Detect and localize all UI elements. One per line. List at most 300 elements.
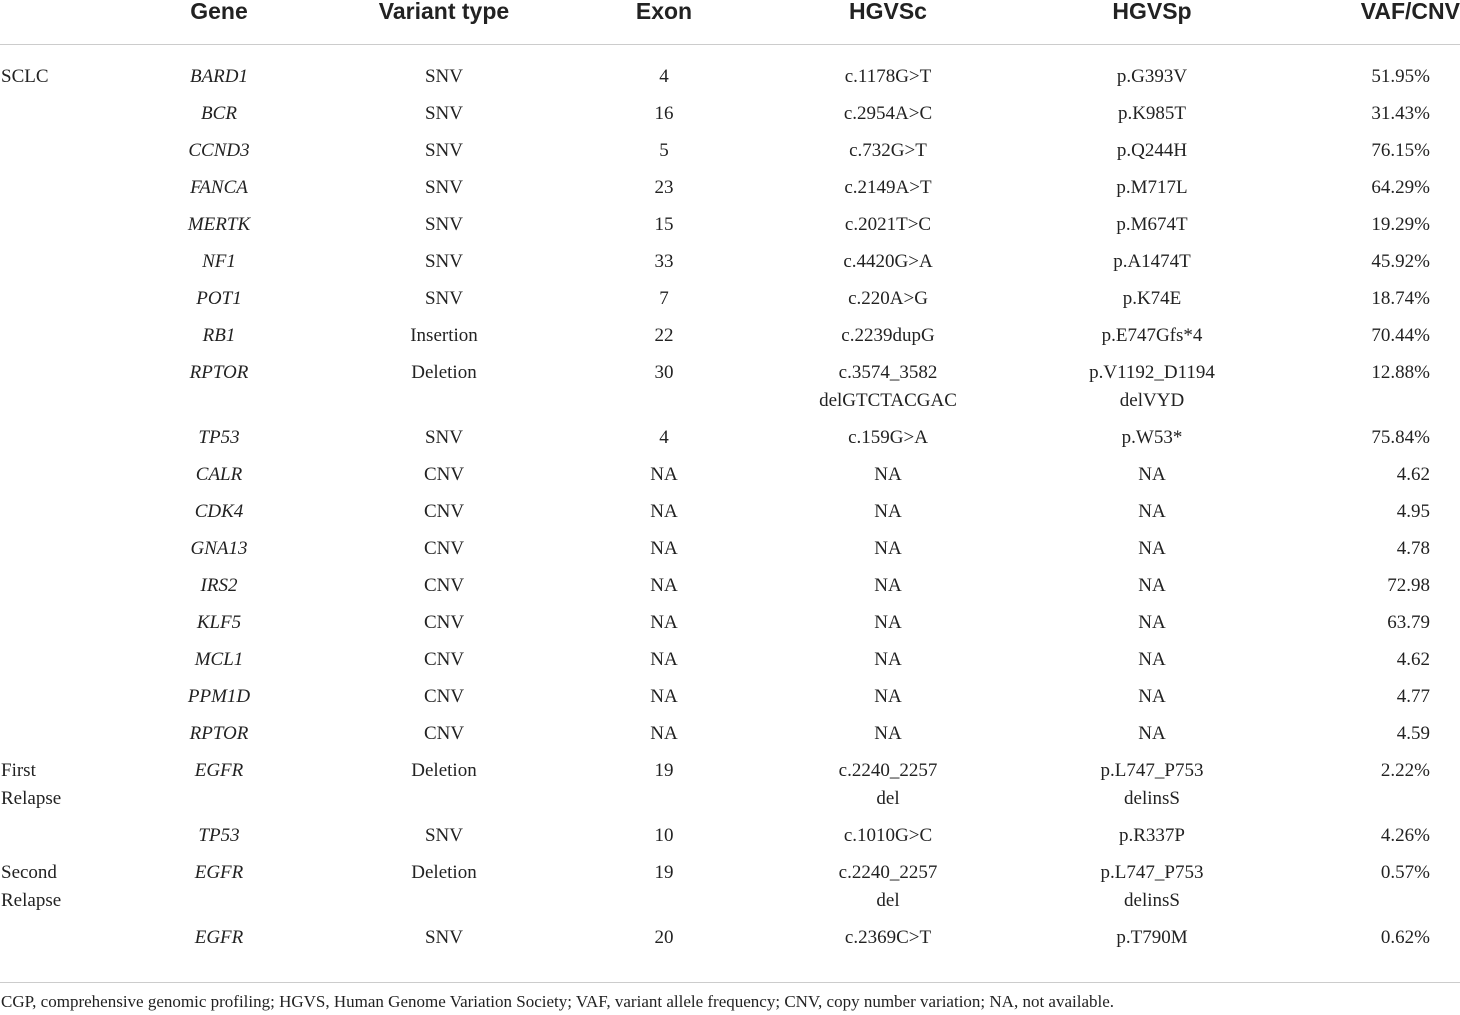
cell-hgvsc xyxy=(728,568,1048,605)
cell-hgvsc xyxy=(728,457,1048,494)
cell-exon-line: 23 xyxy=(654,177,674,198)
cell-group xyxy=(0,96,150,133)
cell-hgvsp-line: p.A1474T xyxy=(1113,251,1191,272)
cell-exon xyxy=(600,818,728,855)
cell-exon-line: NA xyxy=(650,501,678,522)
cell-group xyxy=(0,920,150,957)
cell-hgvsp-line: p.T790M xyxy=(1116,927,1188,948)
cell-vaf-cnv xyxy=(1256,355,1460,420)
cell-exon-line: NA xyxy=(650,575,678,596)
cell-gene xyxy=(150,457,288,494)
cell-variant-type-line: SNV xyxy=(424,927,463,948)
cell-gene xyxy=(150,716,288,753)
cell-hgvsp-line: NA xyxy=(1138,538,1166,559)
cell-vaf-cnv-line: 4.78 xyxy=(1396,538,1430,559)
cell-group xyxy=(0,420,150,457)
cell-hgvsc-line: c.2369C>T xyxy=(844,927,932,948)
cell-hgvsp xyxy=(1048,207,1256,244)
cell-hgvsc-line: NA xyxy=(874,501,902,522)
cell-hgvsc-line: c.1178G>T xyxy=(844,66,932,87)
cell-group xyxy=(0,818,150,855)
cell-hgvsp-line: NA xyxy=(1138,612,1166,633)
cell-variant-type-line: SNV xyxy=(424,103,463,124)
cell-gene xyxy=(150,96,288,133)
cell-hgvsc xyxy=(728,244,1048,281)
cell-exon xyxy=(600,494,728,531)
cell-group-line-2: Relapse xyxy=(1,788,62,809)
cell-hgvsc-line: c.3574_3582 xyxy=(838,362,938,383)
cell-gene-line: MCL1 xyxy=(194,649,244,670)
cell-gene-line: NF1 xyxy=(202,251,236,272)
cell-exon xyxy=(600,679,728,716)
table-row xyxy=(0,244,1460,281)
cell-variant-type-line: SNV xyxy=(424,177,463,198)
table-row xyxy=(0,679,1460,716)
cell-hgvsp-line: p.L747_P753 xyxy=(1100,862,1204,883)
cell-gene xyxy=(150,133,288,170)
cell-exon-line: 10 xyxy=(654,825,674,846)
cell-hgvsp-line-2: delVYD xyxy=(1119,390,1185,411)
cell-variant-type-line: SNV xyxy=(424,288,463,309)
cell-group xyxy=(0,531,150,568)
cell-vaf-cnv-line: 4.77 xyxy=(1396,686,1430,707)
cell-variant-type-line: SNV xyxy=(424,66,463,87)
cell-hgvsc-line: c.1010G>C xyxy=(843,825,933,846)
cell-exon-line: 19 xyxy=(654,760,674,781)
cell-exon xyxy=(600,420,728,457)
table-row xyxy=(0,281,1460,318)
cell-gene-line: CDK4 xyxy=(194,501,244,522)
table-header xyxy=(0,0,1460,59)
cell-exon-line: 16 xyxy=(654,103,674,124)
cell-hgvsc-line: c.732G>T xyxy=(849,140,927,161)
cell-variant-type-line: Deletion xyxy=(411,862,477,883)
cell-hgvsc-line: c.2239dupG xyxy=(841,325,935,346)
cell-hgvsp-line: p.M717L xyxy=(1116,177,1188,198)
cell-vaf-cnv-line: 4.59 xyxy=(1396,723,1430,744)
header-hgvsc: HGVSc xyxy=(728,0,1048,45)
cell-variant-type-line: SNV xyxy=(424,251,463,272)
cell-hgvsc xyxy=(728,642,1048,679)
cell-group xyxy=(0,355,150,420)
cell-vaf-cnv-line: 19.29% xyxy=(1371,214,1430,235)
cell-hgvsc xyxy=(728,59,1048,96)
cell-exon xyxy=(600,207,728,244)
cell-variant-type xyxy=(288,420,600,457)
cell-vaf-cnv xyxy=(1256,531,1460,568)
cell-hgvsp xyxy=(1048,605,1256,642)
cell-hgvsc-line: c.2240_2257 xyxy=(838,760,938,781)
cell-vaf-cnv-line: 0.57% xyxy=(1380,862,1430,883)
cell-exon xyxy=(600,716,728,753)
cell-variant-type-line: SNV xyxy=(424,214,463,235)
cell-vaf-cnv xyxy=(1256,855,1460,920)
table-row xyxy=(0,494,1460,531)
cell-hgvsc xyxy=(728,420,1048,457)
cell-gene xyxy=(150,244,288,281)
cell-gene xyxy=(150,568,288,605)
table-row xyxy=(0,642,1460,679)
cell-hgvsp-line: NA xyxy=(1138,686,1166,707)
table-footnote: CGP, comprehensive genomic profiling; HGVS, Human Genome Variation Society; VAF, variant allele frequency; CNV, copy number variation; NA, not available. xyxy=(1,992,1115,1011)
cell-hgvsp xyxy=(1048,716,1256,753)
cell-exon-line: 20 xyxy=(654,927,674,948)
cell-hgvsp xyxy=(1048,642,1256,679)
cell-hgvsp-line: p.V1192_D1194 xyxy=(1089,362,1215,383)
cell-gene-line: RPTOR xyxy=(189,723,249,744)
cell-vaf-cnv xyxy=(1256,457,1460,494)
cell-exon xyxy=(600,133,728,170)
cell-gene xyxy=(150,318,288,355)
cell-vaf-cnv xyxy=(1256,818,1460,855)
cell-hgvsc xyxy=(728,207,1048,244)
cell-hgvsp xyxy=(1048,420,1256,457)
cell-hgvsp-line: NA xyxy=(1138,649,1166,670)
cell-variant-type xyxy=(288,207,600,244)
cell-group xyxy=(0,494,150,531)
cell-exon xyxy=(600,457,728,494)
cell-hgvsc xyxy=(728,679,1048,716)
cell-hgvsc xyxy=(728,318,1048,355)
cell-hgvsp-line: p.G393V xyxy=(1116,66,1188,87)
spacer-cell xyxy=(0,45,1460,60)
cell-hgvsp-line: p.R337P xyxy=(1119,825,1185,846)
table-row xyxy=(0,818,1460,855)
cell-variant-type-line: Deletion xyxy=(411,760,477,781)
cell-hgvsc xyxy=(728,716,1048,753)
cell-group xyxy=(0,457,150,494)
cell-gene xyxy=(150,818,288,855)
cell-gene-line: CALR xyxy=(195,464,243,485)
cell-gene xyxy=(150,531,288,568)
cell-gene-line: MERTK xyxy=(187,214,251,235)
cell-exon-line: 4 xyxy=(659,66,669,87)
cell-hgvsc xyxy=(728,920,1048,957)
cell-group xyxy=(0,679,150,716)
cell-exon-line: 33 xyxy=(654,251,674,272)
cell-group xyxy=(0,568,150,605)
cell-hgvsc-line: c.2240_2257 xyxy=(838,862,938,883)
cell-hgvsp-line: p.K74E xyxy=(1122,288,1182,309)
cell-group xyxy=(0,133,150,170)
cell-gene-line: BARD1 xyxy=(189,66,249,87)
cell-hgvsp xyxy=(1048,355,1256,420)
table-row xyxy=(0,355,1460,420)
cell-exon xyxy=(600,281,728,318)
cell-vaf-cnv xyxy=(1256,420,1460,457)
cell-hgvsc-line: c.2021T>C xyxy=(844,214,932,235)
cell-hgvsp xyxy=(1048,244,1256,281)
cell-hgvsc-line: c.2149A>T xyxy=(844,177,932,198)
cell-vaf-cnv xyxy=(1256,753,1460,818)
cell-gene xyxy=(150,642,288,679)
cell-exon xyxy=(600,855,728,920)
cell-gene xyxy=(150,355,288,420)
cell-hgvsp-line: p.W53* xyxy=(1121,427,1183,448)
cell-vaf-cnv-line: 45.92% xyxy=(1371,251,1430,272)
cell-hgvsp xyxy=(1048,568,1256,605)
cell-hgvsp-line: p.L747_P753 xyxy=(1100,760,1204,781)
table-row xyxy=(0,855,1460,920)
cell-exon-line: 7 xyxy=(659,288,669,309)
cell-vaf-cnv xyxy=(1256,605,1460,642)
cell-exon xyxy=(600,920,728,957)
cell-vaf-cnv xyxy=(1256,244,1460,281)
cell-hgvsp xyxy=(1048,457,1256,494)
cell-variant-type-line: CNV xyxy=(423,501,465,522)
cell-hgvsp xyxy=(1048,753,1256,818)
cell-hgvsc xyxy=(728,170,1048,207)
cell-exon-line: 5 xyxy=(659,140,669,161)
cell-exon xyxy=(600,59,728,96)
cell-variant-type-line: Insertion xyxy=(410,325,478,346)
cell-hgvsc-line-2: del xyxy=(876,890,900,911)
cell-group xyxy=(0,207,150,244)
table-row xyxy=(0,605,1460,642)
header-exon: Exon xyxy=(600,0,728,45)
cell-hgvsp xyxy=(1048,281,1256,318)
cell-variant-type xyxy=(288,318,600,355)
header-spacer xyxy=(0,45,1460,60)
cell-exon xyxy=(600,355,728,420)
cell-hgvsp-line: p.Q244H xyxy=(1116,140,1188,161)
cell-gene xyxy=(150,605,288,642)
cell-vaf-cnv-line: 2.22% xyxy=(1380,760,1430,781)
cell-hgvsp xyxy=(1048,679,1256,716)
table-row xyxy=(0,920,1460,957)
cell-group xyxy=(0,716,150,753)
table-row xyxy=(0,457,1460,494)
cell-group-line-2: Relapse xyxy=(1,890,62,911)
cell-variant-type xyxy=(288,568,600,605)
cell-vaf-cnv xyxy=(1256,133,1460,170)
cell-variant-type-line: CNV xyxy=(423,538,465,559)
cell-gene-line: EGFR xyxy=(194,760,244,781)
cell-variant-type-line: SNV xyxy=(424,825,463,846)
cell-gene-line: CCND3 xyxy=(188,140,250,161)
cell-vaf-cnv-line: 4.62 xyxy=(1396,464,1430,485)
cell-exon xyxy=(600,605,728,642)
cell-variant-type xyxy=(288,244,600,281)
cell-variant-type-line: CNV xyxy=(423,464,465,485)
cell-hgvsp xyxy=(1048,170,1256,207)
cell-hgvsc-line: NA xyxy=(874,575,902,596)
cell-vaf-cnv-line: 4.95 xyxy=(1396,501,1430,522)
cell-vaf-cnv xyxy=(1256,59,1460,96)
cell-gene-line: TP53 xyxy=(198,825,240,846)
cell-variant-type-line: CNV xyxy=(423,723,465,744)
cell-hgvsc-line: NA xyxy=(874,464,902,485)
cell-hgvsp xyxy=(1048,818,1256,855)
cell-vaf-cnv-line: 72.98 xyxy=(1387,575,1430,596)
cell-gene xyxy=(150,59,288,96)
cell-exon-line: NA xyxy=(650,538,678,559)
cell-gene xyxy=(150,920,288,957)
cell-vaf-cnv-line: 76.15% xyxy=(1371,140,1430,161)
table-row xyxy=(0,96,1460,133)
cell-hgvsp-line: p.K985T xyxy=(1117,103,1187,124)
header-group xyxy=(0,0,150,45)
cell-hgvsc-line-2: delGTCTACGAC xyxy=(819,390,957,411)
cell-vaf-cnv-line: 70.44% xyxy=(1371,325,1430,346)
table-row xyxy=(0,420,1460,457)
cell-gene-line: EGFR xyxy=(194,927,244,948)
cell-variant-type xyxy=(288,920,600,957)
cell-variant-type xyxy=(288,355,600,420)
cell-vaf-cnv xyxy=(1256,920,1460,957)
cell-hgvsp xyxy=(1048,494,1256,531)
cell-vaf-cnv xyxy=(1256,642,1460,679)
cell-vaf-cnv xyxy=(1256,96,1460,133)
cell-vaf-cnv xyxy=(1256,318,1460,355)
cell-variant-type xyxy=(288,494,600,531)
cell-hgvsp-line-2: delinsS xyxy=(1124,890,1180,911)
table-row xyxy=(0,170,1460,207)
cell-gene-line: POT1 xyxy=(196,288,242,309)
cell-gene xyxy=(150,281,288,318)
cell-hgvsp-line: NA xyxy=(1138,501,1166,522)
cell-variant-type xyxy=(288,531,600,568)
cell-hgvsc xyxy=(728,605,1048,642)
cell-hgvsc xyxy=(728,96,1048,133)
cell-gene-line: IRS2 xyxy=(200,575,238,596)
cell-hgvsp-line-2: delinsS xyxy=(1124,788,1180,809)
cell-vaf-cnv-line: 4.62 xyxy=(1396,649,1430,670)
cell-hgvsp xyxy=(1048,96,1256,133)
table-body xyxy=(0,59,1460,957)
table-row xyxy=(0,568,1460,605)
cell-hgvsp xyxy=(1048,133,1256,170)
cell-hgvsc-line: NA xyxy=(874,612,902,633)
cell-exon-line: NA xyxy=(650,612,678,633)
cell-variant-type xyxy=(288,133,600,170)
cell-variant-type xyxy=(288,96,600,133)
cell-group xyxy=(0,642,150,679)
cell-variant-type-line: CNV xyxy=(423,686,465,707)
cell-vaf-cnv-line: 18.74% xyxy=(1371,288,1430,309)
cell-vaf-cnv xyxy=(1256,281,1460,318)
cell-hgvsc-line: NA xyxy=(874,538,902,559)
table-row xyxy=(0,716,1460,753)
cell-exon-line: 15 xyxy=(654,214,674,235)
cell-variant-type xyxy=(288,679,600,716)
cell-variant-type-line: SNV xyxy=(424,140,463,161)
cell-group xyxy=(0,318,150,355)
cell-hgvsp xyxy=(1048,855,1256,920)
cell-variant-type xyxy=(288,457,600,494)
cell-gene-line: BCR xyxy=(201,103,237,124)
cell-variant-type xyxy=(288,753,600,818)
cell-variant-type xyxy=(288,642,600,679)
cell-vaf-cnv xyxy=(1256,679,1460,716)
cell-hgvsp-line: NA xyxy=(1138,723,1166,744)
cell-gene xyxy=(150,753,288,818)
cell-gene xyxy=(150,679,288,716)
table-row xyxy=(0,753,1460,818)
cell-exon xyxy=(600,642,728,679)
cell-exon xyxy=(600,170,728,207)
cell-hgvsp xyxy=(1048,318,1256,355)
cell-vaf-cnv xyxy=(1256,494,1460,531)
cell-hgvsc-line: c.220A>G xyxy=(848,288,928,309)
cell-group xyxy=(0,59,150,96)
cell-hgvsp-line: NA xyxy=(1138,575,1166,596)
cell-gene-line: EGFR xyxy=(194,862,244,883)
cell-variant-type xyxy=(288,605,600,642)
cell-gene xyxy=(150,207,288,244)
cell-hgvsp-line: p.M674T xyxy=(1116,214,1188,235)
cell-variant-type xyxy=(288,170,600,207)
cell-hgvsc xyxy=(728,531,1048,568)
cell-variant-type-line: CNV xyxy=(423,575,465,596)
cell-exon-line: NA xyxy=(650,723,678,744)
cell-hgvsp xyxy=(1048,59,1256,96)
cell-gene xyxy=(150,420,288,457)
cell-vaf-cnv-line: 4.26% xyxy=(1380,825,1430,846)
cell-exon xyxy=(600,318,728,355)
cell-hgvsc-line: NA xyxy=(874,649,902,670)
cell-variant-type xyxy=(288,716,600,753)
cell-hgvsc-line: c.4420G>A xyxy=(843,251,933,272)
cell-gene-line: PPM1D xyxy=(187,686,251,707)
cell-vaf-cnv-line: 75.84% xyxy=(1371,427,1430,448)
cell-hgvsc-line: c.2954A>C xyxy=(843,103,933,124)
cell-variant-type xyxy=(288,818,600,855)
cell-hgvsc xyxy=(728,281,1048,318)
cell-hgvsp-line: p.E747Gfs*4 xyxy=(1101,325,1203,346)
cell-exon-line: NA xyxy=(650,649,678,670)
cell-gene-line: KLF5 xyxy=(196,612,242,633)
cell-vaf-cnv-line: 64.29% xyxy=(1371,177,1430,198)
cell-exon xyxy=(600,96,728,133)
cell-vaf-cnv-line: 0.62% xyxy=(1380,927,1430,948)
cell-hgvsc xyxy=(728,133,1048,170)
cell-vaf-cnv-line: 63.79 xyxy=(1387,612,1430,633)
cell-group-line: Second xyxy=(1,862,57,883)
cell-hgvsc-line-2: del xyxy=(876,788,900,809)
cell-group-line: SCLC xyxy=(1,66,49,87)
cell-gene-line: RPTOR xyxy=(189,362,249,383)
header-gene: Gene xyxy=(150,0,288,45)
cell-variant-type-line: SNV xyxy=(424,427,463,448)
header-vaf-cnv: VAF/CNV xyxy=(1256,0,1460,45)
cell-variant-type xyxy=(288,281,600,318)
cell-variant-type-line: CNV xyxy=(423,612,465,633)
cell-exon-line: NA xyxy=(650,464,678,485)
header-variant-type: Variant type xyxy=(288,0,600,45)
cell-vaf-cnv-line: 51.95% xyxy=(1371,66,1430,87)
cell-group xyxy=(0,281,150,318)
cell-exon-line: 22 xyxy=(654,325,674,346)
table-row xyxy=(0,531,1460,568)
table-row xyxy=(0,59,1460,96)
cell-vaf-cnv-line: 31.43% xyxy=(1371,103,1430,124)
cell-group xyxy=(0,753,150,818)
cell-hgvsp xyxy=(1048,920,1256,957)
cell-group xyxy=(0,244,150,281)
cell-vaf-cnv xyxy=(1256,170,1460,207)
cell-exon xyxy=(600,753,728,818)
cell-vaf-cnv xyxy=(1256,568,1460,605)
cell-exon xyxy=(600,568,728,605)
cell-exon-line: 4 xyxy=(659,427,669,448)
cell-gene xyxy=(150,170,288,207)
cell-vaf-cnv-line: 12.88% xyxy=(1371,362,1430,383)
bottom-rule xyxy=(0,982,1460,983)
cell-group xyxy=(0,170,150,207)
cell-exon-line: 19 xyxy=(654,862,674,883)
cell-gene xyxy=(150,855,288,920)
